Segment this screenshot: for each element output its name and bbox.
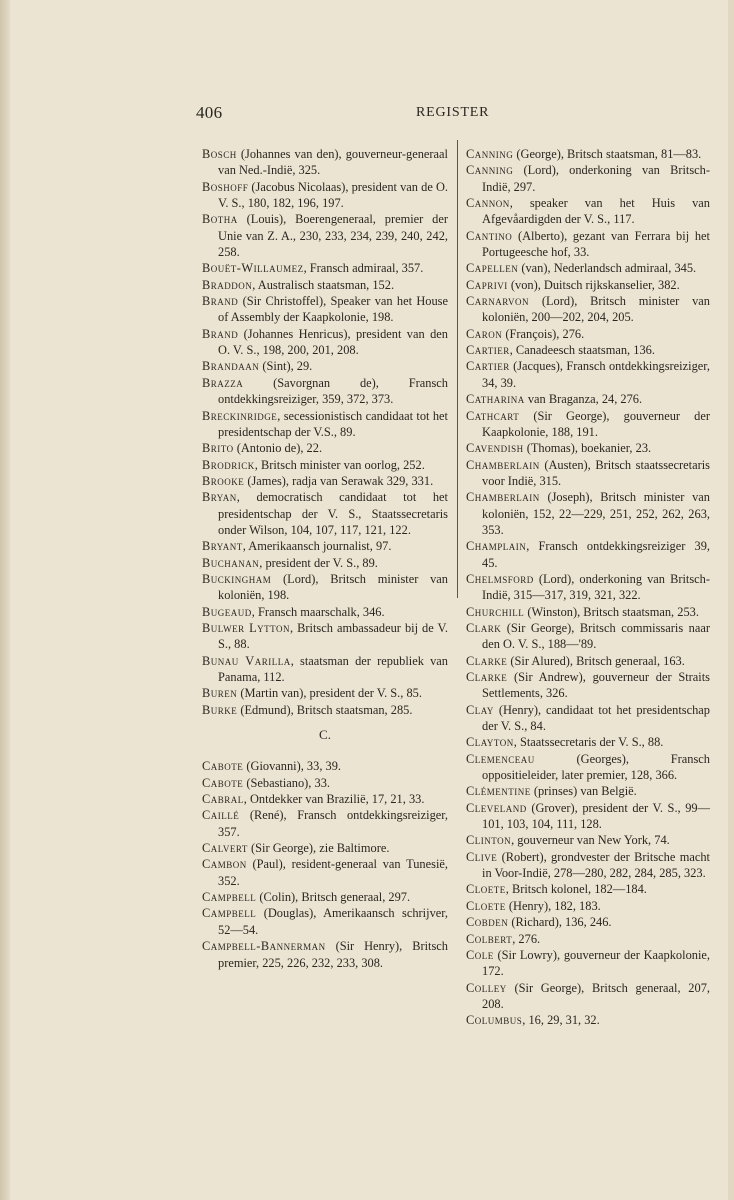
index-entry [466,783,710,799]
index-entry [202,791,448,807]
entry-text: (Colin), Britsch generaal, 297. [256,890,411,905]
entry-name: Caron [466,326,503,341]
entry-text: (van), Nederlandsch admiraal, 345. [518,261,697,276]
entry-name: Cantino [466,228,513,243]
entries-c-list [202,758,448,970]
entry-text: (Sir Henry), Britsch premier, 225, 226, 232, 233, 308. [218,939,448,970]
entry-name: Clay [466,702,494,717]
index-entry [202,889,448,905]
index-entry [202,538,448,554]
entry-text: (François), 276. [502,326,585,341]
entry-name: Chamberlain [466,457,540,472]
index-entry [466,931,710,947]
right-column [466,146,710,1029]
entry-name: Chelmsford [466,571,534,586]
index-entry [202,571,448,604]
entry-text: (Sir Andrew), gouverneur der Straits Settlements, 326. [482,670,710,701]
index-entry [202,807,448,840]
section-letter-c: C. [319,727,331,743]
entry-text: , Britsch ambassadeur bij de V. S., 88. [218,620,448,652]
index-entry [466,1012,710,1028]
entry-name: Clarke [466,653,508,668]
index-entry [466,702,710,735]
index-entry [466,293,710,326]
entry-name: Cambon [202,857,247,872]
entry-text: (Henry), 182, 183. [505,898,601,913]
index-entry [202,489,448,538]
index-entry [202,555,448,571]
entry-name: Clinton [466,833,512,848]
entry-text: (George), Britsch staatsman, 81—83. [513,147,702,161]
entry-text: , staatsman der republiek van Panama, 112. [218,653,448,684]
index-entry [202,375,448,408]
entry-name: Canning [466,163,514,178]
entry-name: Cabote [202,759,244,774]
entry-text: , Ontdekker van Brazilië, 17, 21, 33. [243,792,425,807]
index-entry [466,881,710,897]
entry-name: Colley [466,980,507,995]
page-right-edge [728,0,734,1200]
index-entry [466,342,710,358]
running-head: REGISTER [416,105,490,120]
entry-name: Bryant [202,539,243,554]
entry-name: Cleveland [466,800,527,815]
entry-name: Brito [202,441,234,456]
index-entry [202,775,448,791]
index-entry [202,758,448,774]
entry-name: Botha [202,212,238,227]
entry-name: Churchill [466,604,525,619]
entry-text: (Louis), Boerengeneraal, premier der Unie van Z. A., 230, 233, 234, 239, 240, 242, 258. [218,212,448,260]
index-entry [466,653,710,669]
entry-name: Campbell [202,890,257,905]
entry-name: Cloete [466,898,506,913]
index-entry [466,457,710,490]
entry-text: (Sir George), Britsch commissaris naar den O. V. S., 188—'89. [482,620,710,652]
index-entry [202,408,448,441]
index-entry [202,211,448,260]
entry-text: (Sir Christoffel), Speaker van het House of Assembly der Kaapkolonie, 198. [218,294,448,325]
entry-text: , Britsch minister van oorlog, 252. [254,457,425,472]
entry-name: Carnarvon [466,294,530,309]
entry-text: (Lord), onderkoning van Britsch-Indië, 315—317, 319, 321, 322. [482,571,710,603]
index-entry [466,162,710,195]
entry-text: (Jacobus Nicolaas), president van de O. V. S., 180, 182, 196, 197. [218,179,448,211]
entry-text: (Richard), 136, 246. [508,915,612,930]
entry-text: (Douglas), Amerikaansch schrijver, 52—54. [218,906,448,937]
entry-name: Campbell [202,906,257,921]
index-entry [202,702,448,718]
index-entry [202,440,448,456]
entry-name: Bunau Varilla [202,653,291,668]
entry-text: , democratisch candidaat tot het presidentschap der V. S., Staatssecretaris onder Wilson, 104, 107, 117, 121, 122. [218,490,448,537]
entry-text: , Australisch staatsman, 152. [252,277,395,292]
entry-name: Burke [202,702,238,717]
index-entry [202,146,448,179]
index-entry [202,358,448,374]
entry-text: (Georges), Fransch oppositieleider, later premier, 128, 366. [482,751,710,783]
index-entry [466,538,710,571]
entry-name: Bulwer Lytton [202,620,291,635]
index-entry [466,849,710,882]
entry-text: , Staatssecretaris der V. S., 88. [513,735,664,750]
index-entry [202,260,448,276]
entry-text: , Amerikaansch journalist, 97. [242,539,392,554]
entry-name: Cavendish [466,441,524,456]
index-entry [466,669,710,702]
index-entry [202,840,448,856]
index-entry [466,391,710,407]
entry-name: Breckinridge [202,408,278,423]
entry-name: Cathcart [466,408,520,423]
index-entry [202,604,448,620]
index-entry [466,358,710,391]
entry-text: (Jacques), Fransch ontdekkingsreiziger, 34, 39. [482,359,710,390]
entry-name: Brandaan [202,359,260,374]
entry-text: , 276. [512,931,541,946]
entry-text: (Lord), onderkoning van Britsch-Indië, 297. [482,163,710,194]
index-entry [466,195,710,228]
entry-text: (Sint), 29. [259,359,313,374]
entry-name: Cartier [466,343,510,358]
entry-text: , Fransch admiraal, 357. [303,261,424,276]
index-entry [466,832,710,848]
index-entry [466,620,710,653]
entry-text: , Britsch kolonel, 182—184. [505,882,647,897]
index-entry [466,800,710,833]
entry-name: Buren [202,686,238,701]
index-entry [466,260,710,276]
entry-name: Cabral [202,792,244,807]
index-entry [466,277,710,293]
entry-text: , Fransch ontdekkingsreiziger 39, 45. [482,539,710,570]
entry-text: (Lord), Britsch minister van koloniën, 200—202, 204, 205. [482,294,710,325]
index-entry [466,751,710,784]
entry-text: , Canadeesch staatsman, 136. [509,343,655,358]
entry-text: (Sir George), zie Baltimore. [247,841,390,856]
entry-text: (Paul), resident-generaal van Tunesië, 352. [218,857,448,888]
entry-name: Brand [202,294,239,309]
entry-name: Calvert [202,841,248,856]
entry-name: Buckingham [202,571,272,586]
entry-name: Columbus [466,1013,523,1028]
entry-name: Cole [466,947,494,962]
page-binding-edge [0,0,10,1200]
entry-text: (Savorgnan de), Fransch ontdekkingsreiziger, 359, 372, 373. [218,375,448,407]
index-entry [202,293,448,326]
left-column [202,146,448,971]
index-entry [202,277,448,293]
entry-name: Brooke [202,473,245,488]
entry-text: (prinses) van België. [530,784,637,799]
entries-right-list [466,146,710,1029]
entry-text: (Winston), Britsch staatsman, 253. [524,604,699,619]
entry-text: (von), Duitsch rijkskanselier, 382. [507,277,680,292]
index-entry [202,685,448,701]
entry-text: (Sir George), gouverneur der Kaapkolonie, 188, 191. [482,408,710,439]
entry-text: (James), radja van Serawak 329, 331. [244,473,434,488]
entry-text: , speaker van het Huis van Afgevåardigden der V. S., 117. [482,196,710,227]
entry-name: Clemenceau [466,751,535,766]
entry-name: Bugeaud [202,604,252,619]
entry-name: Cannon [466,196,510,211]
index-entry [202,473,448,489]
entry-text: (Lord), Britsch minister van koloniën, 198. [218,571,448,603]
index-entry [466,734,710,750]
entry-text: (Johannes van den), gouverneur-generaal van Ned.-Indië, 325. [218,147,448,178]
index-entry [202,179,448,212]
entry-name: Bosch [202,147,237,161]
entries-b-list [202,146,448,718]
entry-name: Clive [466,849,498,864]
entry-name: Chamberlain [466,490,540,505]
entry-text: (Sebastiano), 33. [243,775,330,790]
index-entry [466,604,710,620]
index-entry [202,905,448,938]
index-entry [466,898,710,914]
entry-name: Clémentine [466,784,531,799]
index-entry [466,914,710,930]
entry-name: Boshoff [202,179,249,194]
entry-text: (Henry), candidaat tot het presidentschap der V. S., 84. [482,702,710,734]
entry-text: (Sir Alured), Britsch generaal, 163. [507,653,685,668]
entry-text: (René), Fransch ontdekkingsreiziger, 357. [218,808,448,839]
entry-text: , president der V. S., 89. [259,555,378,570]
entry-name: Colbert [466,931,513,946]
entry-name: Clarke [466,670,508,684]
entry-text: (Grover), president der V. S., 99—101, 103, 104, 111, 128. [482,800,710,832]
entry-text: , secessionistisch candidaat tot het presidentschap der V.S., 89. [218,408,448,439]
index-entry [202,653,448,686]
entry-text: (Sir George), Britsch generaal, 207, 208. [482,980,710,1011]
entry-name: Brazza [202,375,244,390]
page-number: 406 [196,103,223,122]
index-entry [466,571,710,604]
entry-name: Caillé [202,808,240,823]
entry-name: Champlain [466,539,527,554]
column-divider [457,140,458,598]
index-entry [466,947,710,980]
entry-name: Brodrick [202,457,255,472]
entry-text: (Antonio de), 22. [233,441,323,456]
entry-text: (Martin van), president der V. S., 85. [237,686,422,701]
entry-text: , 16, 29, 31, 32. [522,1013,600,1028]
index-entry [466,408,710,441]
entry-name: Catharina [466,392,525,407]
entry-name: Bouët-Willaumez [202,261,304,276]
entry-name: Caprivi [466,277,508,292]
entry-text: (Edmund), Britsch staatsman, 285. [237,702,413,717]
entry-name: Capellen [466,261,519,276]
entry-name: Cloete [466,882,506,897]
index-entry [466,326,710,342]
index-entry [466,146,710,162]
index-entry [202,326,448,359]
entry-name: Campbell-Bannerman [202,939,326,954]
entry-text: (Robert), grondvester der Britsche macht in Voor-Indië, 278—280, 282, 284, 285, 323. [482,849,710,881]
entry-name: Bryan [202,490,237,505]
entry-text: (Sir Lowry), gouverneur der Kaapkolonie, 172. [482,947,710,979]
entry-name: Cartier [466,359,510,374]
entry-name: Clayton [466,735,514,750]
entry-name: Canning [466,147,514,161]
index-entry [466,980,710,1013]
entry-name: Clark [466,620,502,635]
index-entry [466,440,710,456]
entry-text: (Alberto), gezant van Ferrara bij het Portugeesche hof, 33. [482,228,710,260]
index-entry [202,620,448,653]
entry-name: Braddon [202,277,253,292]
index-entry [202,938,448,971]
entry-name: Buchanan [202,555,260,570]
entry-text: (Thomas), boekanier, 23. [523,441,652,456]
entry-text: , Fransch maarschalk, 346. [251,604,385,619]
entry-name: Brand [202,326,239,341]
entry-text: (Joseph), Britsch minister van koloniën, 152, 22—229, 251, 252, 262, 263, 353. [482,490,710,537]
index-entry [466,489,710,538]
index-entry [466,228,710,261]
entry-name: Cabote [202,775,244,790]
index-entry [202,856,448,889]
entry-text: van Braganza, 24, 276. [524,392,643,407]
entry-text: (Austen), Britsch staatssecretaris voor Indië, 315. [482,457,710,488]
entry-text: (Giovanni), 33, 39. [243,759,341,774]
entry-text: (Johannes Henricus), president van den O. V. S., 198, 200, 201, 208. [218,326,448,358]
entry-text: , gouverneur van New York, 74. [511,833,670,848]
entry-name: Cobden [466,915,509,930]
index-entry [202,457,448,473]
